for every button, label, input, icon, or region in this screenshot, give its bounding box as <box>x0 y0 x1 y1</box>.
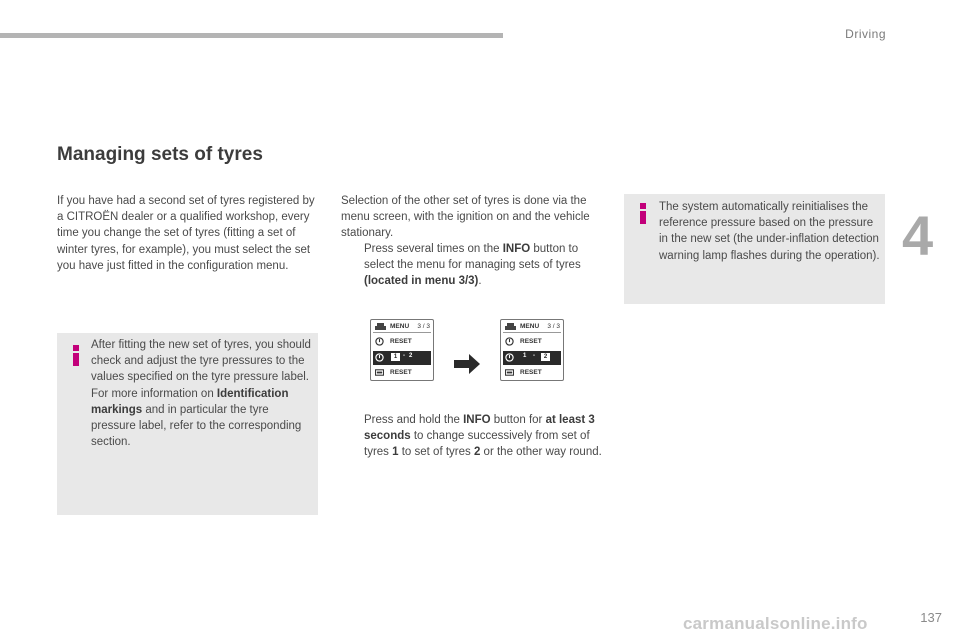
step1-mid: button to select the menu for managing sets of tyres <box>364 243 581 272</box>
menu-screen-before <box>370 319 434 381</box>
arrow-right-icon <box>454 354 480 374</box>
step1-post: . <box>478 275 482 288</box>
speed-limit-icon <box>375 368 384 377</box>
step2-post: or the other way round. <box>480 446 602 459</box>
step1-pre: Press several times on the <box>364 243 503 255</box>
info-text-pre: For more information on <box>91 387 217 400</box>
reset-label: RESET <box>520 369 542 376</box>
speed-limit-icon <box>505 368 514 377</box>
step-one <box>364 241 604 290</box>
step-two <box>364 412 606 461</box>
intro-paragraph: If you have had a second set of tyres registered by a CITROËN dealer or a qualified workshop, every time you change the set of tyres (fitting a set of winter tyres, for example), you must select the set you have just fitted in the configuration menu. <box>57 195 315 272</box>
menu-page: 3 / 3 <box>417 323 430 330</box>
menu-label: MENU <box>520 323 540 330</box>
step2-mid2: to change successively from set of tyres <box>364 430 590 459</box>
reset-label: RESET <box>390 338 412 345</box>
step1-menu: (located in menu 3/3) <box>364 275 479 288</box>
page-title: Managing sets of tyres <box>57 144 263 165</box>
tyre-reset-row <box>503 335 561 349</box>
reset-label: RESET <box>390 369 412 376</box>
tyre-warning-icon <box>505 353 514 362</box>
set-dash: - <box>533 353 535 359</box>
menu-page: 3 / 3 <box>547 323 560 330</box>
header-bar <box>0 33 503 38</box>
info-box-text <box>91 337 313 450</box>
info-text-post: and in particular the tyre pressure label, refer to the corresponding section. <box>91 403 302 449</box>
step2-mid3: to set of tyres <box>398 446 474 459</box>
step2-set2: 2 <box>473 446 481 459</box>
info-box-reinit <box>624 194 885 304</box>
reset-label: RESET <box>520 338 542 345</box>
tyre-set-1: 1 <box>391 353 400 361</box>
step2-pre: Press and hold the <box>364 414 464 426</box>
tyre-warning-icon <box>375 353 384 362</box>
step2-info: INFO <box>463 414 491 426</box>
tyre-warning-icon <box>375 337 384 346</box>
chapter-number: 4 <box>902 204 934 267</box>
tyre-reset-row <box>373 335 431 349</box>
page-number: 137 <box>920 610 942 625</box>
info-box-text: The system automatically reinitialises the reference pressure based on the pressure in the new set (the under-inflation detection warning lamp flashes during the operation). <box>659 201 880 262</box>
screen-menu-header <box>373 322 431 333</box>
info-text-line1: After fitting the new set of tyres, you should check and adjust the tyre pressures to the values specified on the tyre pressure label. <box>91 339 311 384</box>
step2-set1: 1 <box>392 446 399 459</box>
tyre-warning-icon <box>505 337 514 346</box>
watermark: carmanualsonline.info <box>683 614 868 633</box>
selection-paragraph: Selection of the other set of tyres is done via the menu screen, with the ignition on and the vehicle stationary. <box>341 195 590 240</box>
tyre-set-2: 2 <box>541 353 550 361</box>
speed-reset-row <box>373 366 431 380</box>
info-box-fitting <box>57 333 318 515</box>
step2-mid1: button for <box>490 414 546 426</box>
car-icon <box>375 323 386 331</box>
set-dash: - <box>403 353 405 359</box>
screen-menu-header <box>503 322 561 333</box>
speed-reset-row <box>503 366 561 380</box>
tyre-set-1: 1 <box>523 353 527 359</box>
section-title: Driving <box>845 27 886 41</box>
tyre-set-row <box>373 351 431 365</box>
menu-label: MENU <box>390 323 410 330</box>
car-icon <box>505 323 516 331</box>
step2-duration: at least 3 seconds <box>364 414 595 443</box>
menu-screen-after <box>500 319 564 381</box>
tyre-set-row <box>503 351 561 365</box>
tyre-set-2: 2 <box>409 353 413 359</box>
info-text-bold: Identification markings <box>91 387 289 416</box>
step1-info: INFO <box>502 243 531 255</box>
